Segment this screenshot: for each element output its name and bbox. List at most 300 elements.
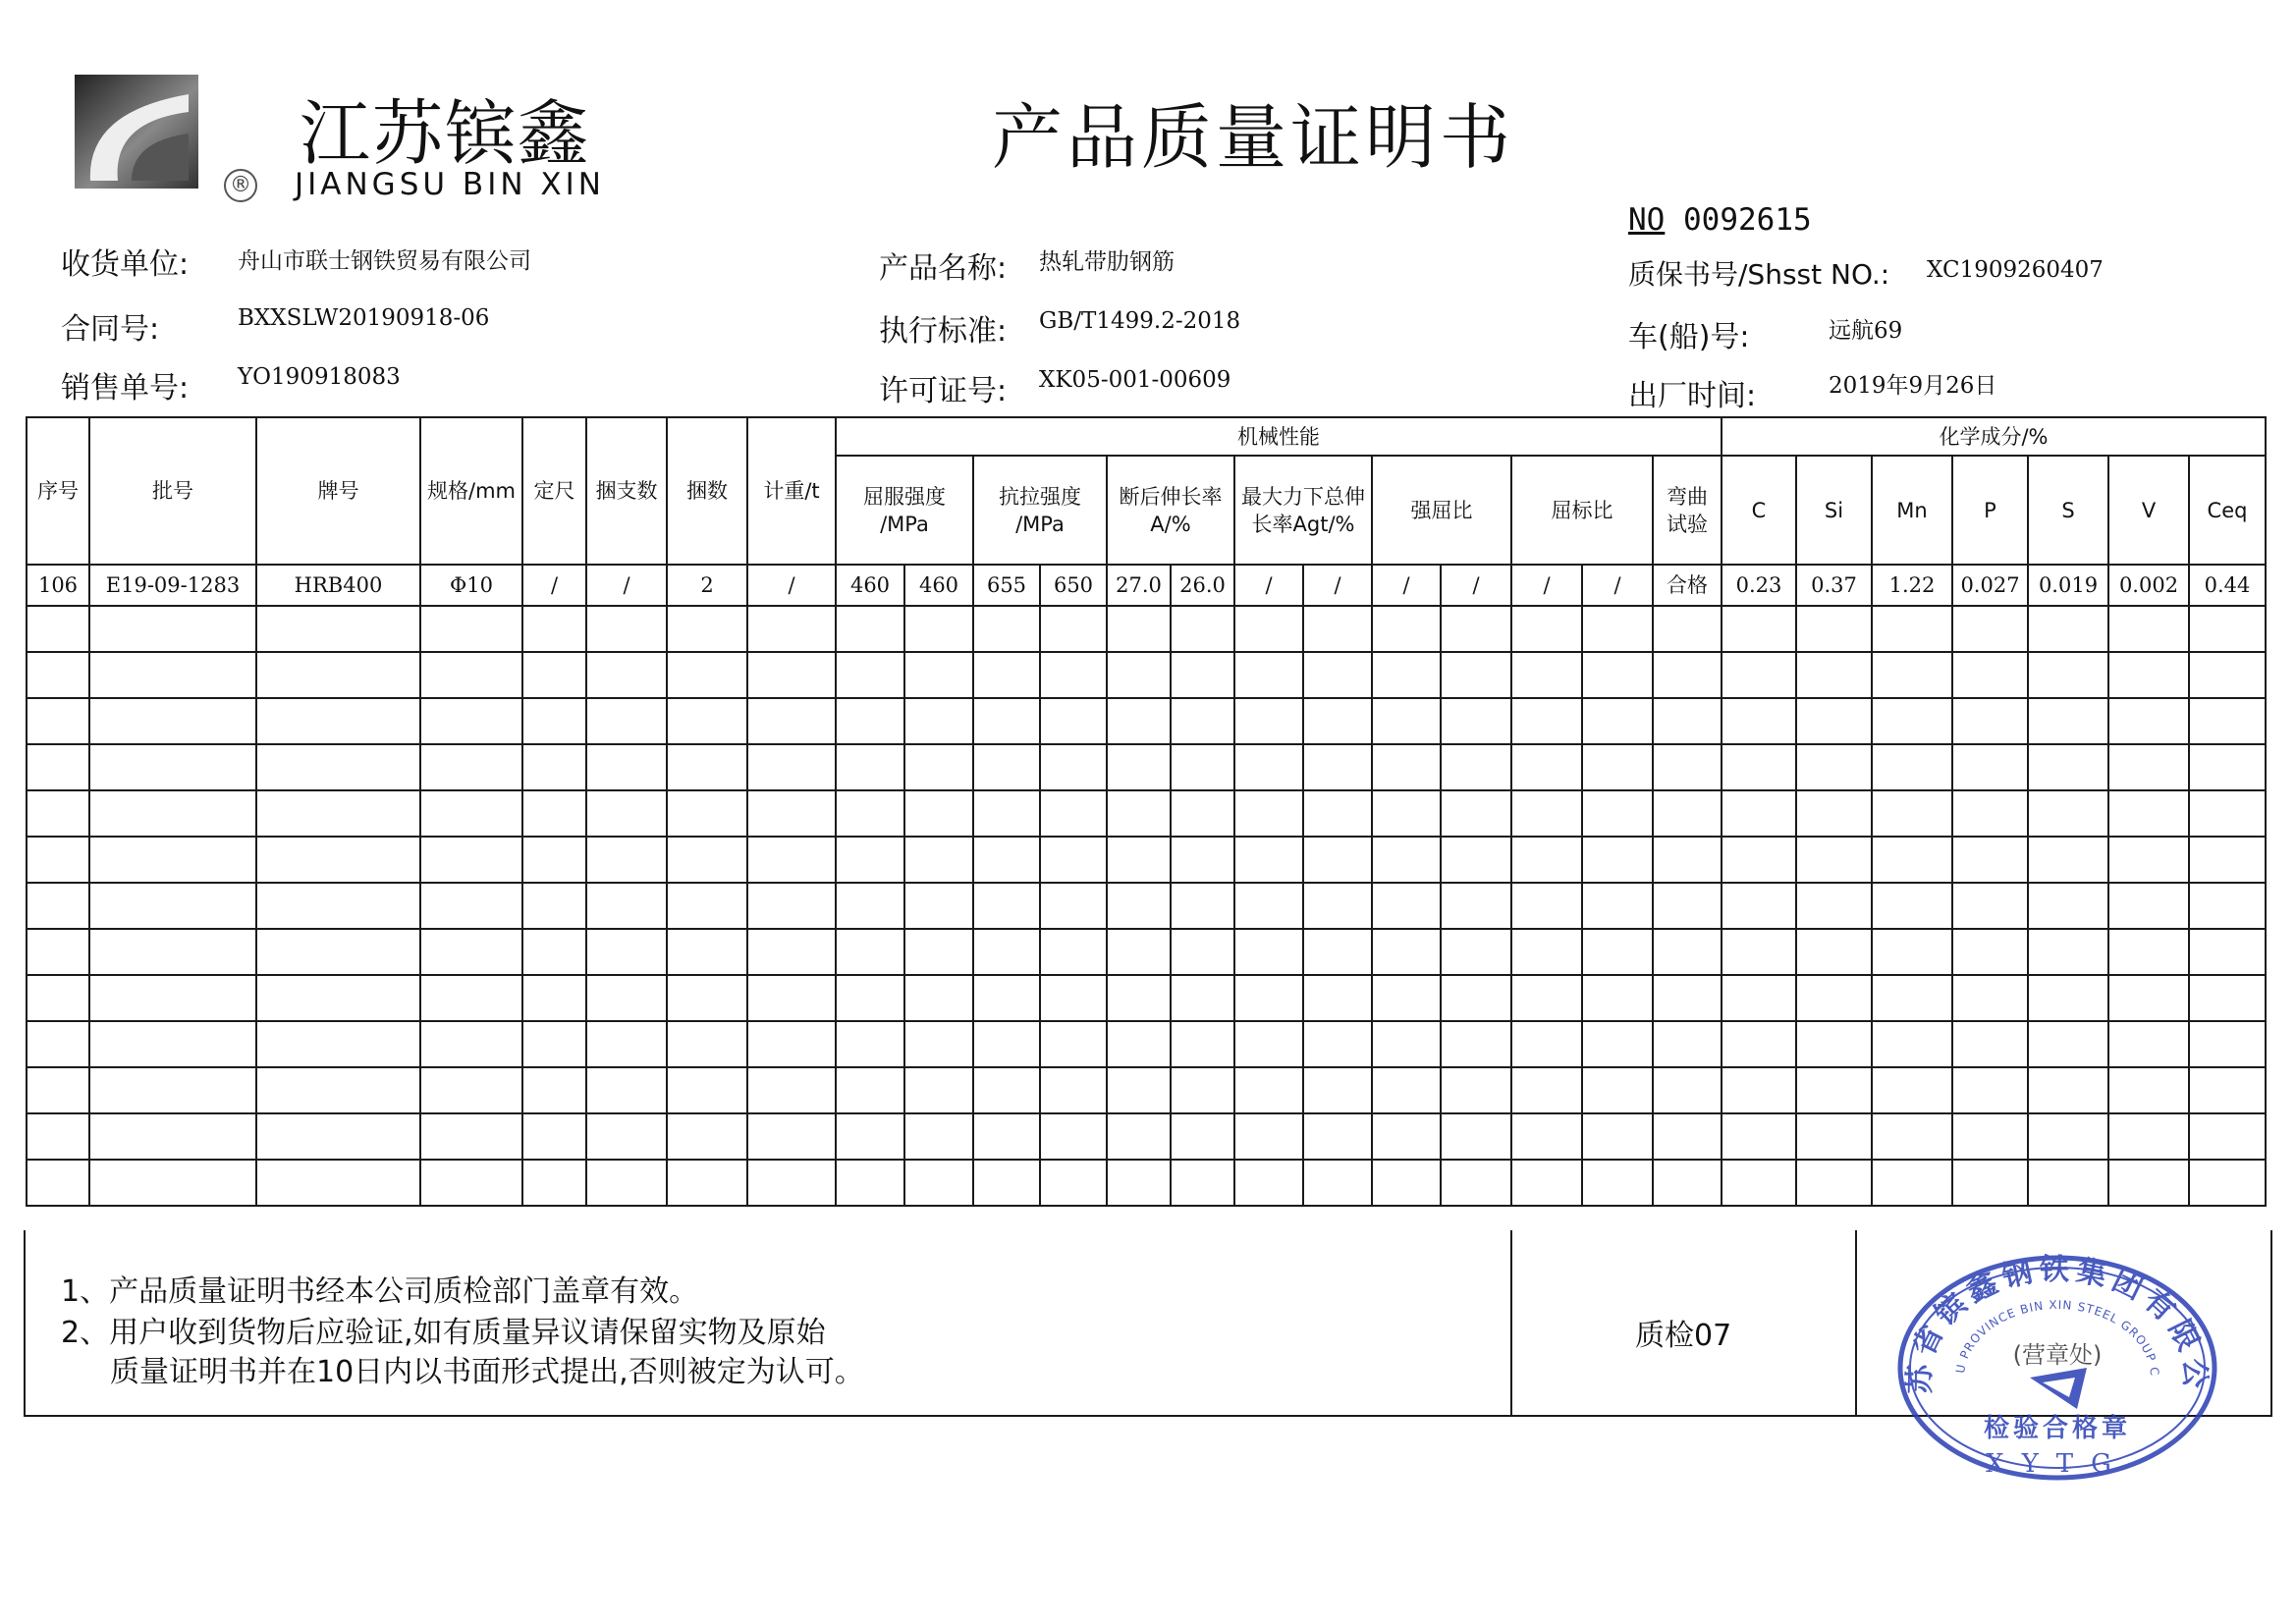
table-cell: 655 bbox=[973, 565, 1040, 606]
table-cell: 0.23 bbox=[1722, 565, 1796, 606]
table-cell bbox=[747, 975, 836, 1021]
table-cell: 460 bbox=[836, 565, 904, 606]
cert-no-prefix: NO bbox=[1628, 202, 1666, 238]
table-cell bbox=[2028, 975, 2108, 1021]
note-line-2: 2、用户收到货物后应验证,如有质量异议请保留实物及原始 bbox=[61, 1316, 826, 1350]
col-header-spec: 规格/mm bbox=[420, 417, 522, 565]
yield-line2: /MPa bbox=[880, 512, 929, 536]
table-cell bbox=[1511, 975, 1582, 1021]
table-cell bbox=[1511, 790, 1582, 837]
table-cell bbox=[2108, 1021, 2189, 1067]
table-row bbox=[27, 652, 2266, 698]
notes-divider-1 bbox=[1510, 1230, 1512, 1417]
col-header-tensile bbox=[973, 456, 1107, 565]
table-cell bbox=[1511, 744, 1582, 790]
table-cell bbox=[522, 929, 586, 975]
table-cell bbox=[1372, 1113, 1441, 1160]
table-cell bbox=[2108, 652, 2189, 698]
table-cell bbox=[667, 1113, 747, 1160]
table-cell bbox=[1653, 652, 1722, 698]
table-cell bbox=[1234, 837, 1303, 883]
table-cell bbox=[1171, 606, 1234, 652]
table-cell bbox=[1872, 1113, 1952, 1160]
table-cell bbox=[2189, 606, 2266, 652]
table-cell bbox=[1107, 975, 1171, 1021]
table-cell bbox=[2189, 929, 2266, 975]
table-cell bbox=[836, 929, 904, 975]
table-cell bbox=[973, 1160, 1040, 1206]
table-cell bbox=[586, 837, 667, 883]
tensile-line1: 抗拉强度 bbox=[999, 484, 1081, 509]
table-cell bbox=[667, 1021, 747, 1067]
table-row bbox=[27, 883, 2266, 929]
table-cell bbox=[1722, 790, 1796, 837]
table-cell bbox=[1441, 606, 1511, 652]
table-cell bbox=[1372, 883, 1441, 929]
table-cell bbox=[973, 1113, 1040, 1160]
table-cell bbox=[2108, 929, 2189, 975]
table-cell bbox=[1234, 790, 1303, 837]
table-cell bbox=[1952, 606, 2028, 652]
table-cell bbox=[27, 929, 89, 975]
table-cell bbox=[747, 744, 836, 790]
table-cell bbox=[1040, 975, 1107, 1021]
table-cell bbox=[1952, 975, 2028, 1021]
table-cell bbox=[1372, 606, 1441, 652]
table-row bbox=[27, 606, 2266, 652]
table-cell bbox=[1653, 975, 1722, 1021]
table-row bbox=[27, 1113, 2266, 1160]
table-cell bbox=[586, 1021, 667, 1067]
table-cell bbox=[1040, 1160, 1107, 1206]
table-cell bbox=[2028, 744, 2108, 790]
table-cell bbox=[1722, 1113, 1796, 1160]
table-cell bbox=[1107, 698, 1171, 744]
table-cell bbox=[747, 1113, 836, 1160]
table-cell: / bbox=[1582, 565, 1653, 606]
table-cell bbox=[2189, 1160, 2266, 1206]
table-cell bbox=[904, 606, 973, 652]
table-cell bbox=[256, 883, 420, 929]
table-row bbox=[27, 1160, 2266, 1206]
col-header-ceq: Ceq bbox=[2189, 456, 2266, 565]
table-cell bbox=[1372, 1067, 1441, 1113]
table-cell bbox=[89, 744, 256, 790]
seal-english-text: U PROVINCE BIN XIN STEEL GROUP C bbox=[1953, 1297, 2162, 1378]
note-line-3: 质量证明书并在10日内以书面形式提出,否则被定为认可。 bbox=[110, 1355, 864, 1389]
standard-label: 执行标准: bbox=[879, 314, 1008, 349]
table-cell bbox=[1372, 1021, 1441, 1067]
table-cell bbox=[2028, 1067, 2108, 1113]
table-cell bbox=[2028, 698, 2108, 744]
table-cell bbox=[1653, 1160, 1722, 1206]
table-cell bbox=[420, 652, 522, 698]
table-cell bbox=[836, 975, 904, 1021]
table-cell bbox=[1511, 1113, 1582, 1160]
table-cell bbox=[1234, 883, 1303, 929]
table-cell bbox=[586, 1113, 667, 1160]
table-cell bbox=[586, 652, 667, 698]
table-cell bbox=[1107, 837, 1171, 883]
table-cell bbox=[1372, 652, 1441, 698]
table-cell bbox=[27, 606, 89, 652]
table-cell bbox=[973, 698, 1040, 744]
table-cell: Φ10 bbox=[420, 565, 522, 606]
table-cell bbox=[586, 1067, 667, 1113]
table-cell bbox=[27, 975, 89, 1021]
table-cell bbox=[2189, 1113, 2266, 1160]
table-cell bbox=[1040, 883, 1107, 929]
table-cell bbox=[1303, 1021, 1372, 1067]
table-cell bbox=[836, 1067, 904, 1113]
table-cell bbox=[2028, 606, 2108, 652]
table-row bbox=[27, 790, 2266, 837]
table-cell bbox=[89, 1021, 256, 1067]
table-cell bbox=[904, 1021, 973, 1067]
table-cell bbox=[904, 1113, 973, 1160]
bend-line1: 弯曲 bbox=[1667, 484, 1708, 509]
table-cell bbox=[586, 929, 667, 975]
col-header-p: P bbox=[1952, 456, 2028, 565]
table-row bbox=[27, 744, 2266, 790]
table-cell bbox=[89, 652, 256, 698]
table-cell bbox=[420, 837, 522, 883]
table-cell bbox=[747, 1021, 836, 1067]
table-cell bbox=[1952, 652, 2028, 698]
col-header-grade: 牌号 bbox=[256, 417, 420, 565]
table-cell bbox=[1872, 652, 1952, 698]
table-cell: 27.0 bbox=[1107, 565, 1171, 606]
table-cell bbox=[256, 698, 420, 744]
table-cell bbox=[1303, 975, 1372, 1021]
table-cell bbox=[2028, 929, 2108, 975]
table-cell bbox=[1722, 1021, 1796, 1067]
table-cell bbox=[2028, 837, 2108, 883]
table-cell bbox=[1952, 1113, 2028, 1160]
table-cell bbox=[1872, 790, 1952, 837]
table-cell bbox=[1441, 1067, 1511, 1113]
table-cell bbox=[1303, 837, 1372, 883]
table-cell: HRB400 bbox=[256, 565, 420, 606]
certificate-number bbox=[1628, 202, 1812, 238]
table-cell bbox=[256, 744, 420, 790]
table-cell bbox=[2189, 975, 2266, 1021]
table-cell bbox=[1171, 883, 1234, 929]
table-cell bbox=[522, 975, 586, 1021]
table-cell bbox=[836, 883, 904, 929]
table-cell bbox=[1107, 744, 1171, 790]
col-header-bundle-pieces: 捆支数 bbox=[586, 417, 667, 565]
table-cell bbox=[1582, 1113, 1653, 1160]
table-row bbox=[27, 837, 2266, 883]
table-cell bbox=[1234, 698, 1303, 744]
table-cell bbox=[1171, 698, 1234, 744]
table-row bbox=[27, 929, 2266, 975]
table-cell bbox=[973, 975, 1040, 1021]
table-cell bbox=[89, 698, 256, 744]
yield-line1: 屈服强度 bbox=[863, 484, 946, 509]
table-cell bbox=[420, 1067, 522, 1113]
quality-table bbox=[26, 416, 2267, 1207]
table-cell: / bbox=[1511, 565, 1582, 606]
table-cell bbox=[1872, 698, 1952, 744]
table-cell bbox=[1511, 929, 1582, 975]
table-cell bbox=[1234, 606, 1303, 652]
table-cell bbox=[1372, 698, 1441, 744]
col-header-s: S bbox=[2028, 456, 2108, 565]
table-cell bbox=[1441, 790, 1511, 837]
table-cell bbox=[1040, 698, 1107, 744]
table-cell bbox=[1722, 1160, 1796, 1206]
table-cell bbox=[904, 975, 973, 1021]
sales-label: 销售单号: bbox=[61, 371, 190, 406]
table-cell bbox=[420, 606, 522, 652]
table-cell bbox=[836, 606, 904, 652]
table-cell bbox=[2108, 1113, 2189, 1160]
table-cell bbox=[522, 790, 586, 837]
table-cell bbox=[1796, 790, 1872, 837]
table-cell bbox=[89, 1160, 256, 1206]
inspector-code: 质检07 bbox=[1635, 1319, 1732, 1353]
table-cell bbox=[1653, 883, 1722, 929]
table-cell bbox=[1952, 1021, 2028, 1067]
table-cell bbox=[256, 606, 420, 652]
table-cell bbox=[256, 1021, 420, 1067]
table-cell bbox=[667, 790, 747, 837]
table-cell bbox=[1796, 1067, 1872, 1113]
table-cell bbox=[1040, 837, 1107, 883]
table-cell bbox=[667, 837, 747, 883]
table-cell bbox=[1952, 929, 2028, 975]
table-cell bbox=[1952, 744, 2028, 790]
table-cell bbox=[1796, 606, 1872, 652]
table-cell bbox=[1796, 883, 1872, 929]
table-cell bbox=[1653, 744, 1722, 790]
table-cell bbox=[973, 1021, 1040, 1067]
table-cell bbox=[89, 975, 256, 1021]
table-cell bbox=[1234, 1021, 1303, 1067]
table-cell bbox=[1872, 1021, 1952, 1067]
table-cell: 0.44 bbox=[2189, 565, 2266, 606]
table-cell bbox=[973, 652, 1040, 698]
table-cell bbox=[1653, 698, 1722, 744]
table-cell: 650 bbox=[1040, 565, 1107, 606]
table-cell bbox=[747, 652, 836, 698]
table-cell bbox=[27, 1021, 89, 1067]
date-value: 2019年9月26日 bbox=[1829, 373, 1997, 399]
table-cell bbox=[1372, 975, 1441, 1021]
table-body bbox=[27, 565, 2266, 1206]
shsst-value: XC1909260407 bbox=[1927, 257, 2104, 283]
table-cell bbox=[2028, 1113, 2108, 1160]
table-cell bbox=[522, 1160, 586, 1206]
col-header-yield bbox=[836, 456, 973, 565]
table-row bbox=[27, 975, 2266, 1021]
col-header-c: C bbox=[1722, 456, 1796, 565]
table-cell bbox=[1796, 837, 1872, 883]
table-cell bbox=[1653, 1067, 1722, 1113]
table-cell bbox=[1796, 652, 1872, 698]
table-cell bbox=[27, 652, 89, 698]
table-cell bbox=[973, 790, 1040, 837]
table-cell: 1.22 bbox=[1872, 565, 1952, 606]
table-cell bbox=[1303, 790, 1372, 837]
table-cell bbox=[1441, 1113, 1511, 1160]
table-cell bbox=[2189, 652, 2266, 698]
table-cell bbox=[420, 883, 522, 929]
table-cell bbox=[904, 698, 973, 744]
table-cell bbox=[420, 744, 522, 790]
table-cell: 0.002 bbox=[2108, 565, 2189, 606]
table-cell bbox=[904, 837, 973, 883]
table-cell bbox=[522, 698, 586, 744]
table-row bbox=[27, 698, 2266, 744]
sales-value: YO190918083 bbox=[238, 364, 401, 390]
table-cell bbox=[256, 1113, 420, 1160]
table-cell: / bbox=[586, 565, 667, 606]
table-row bbox=[27, 1021, 2266, 1067]
table-cell bbox=[256, 1067, 420, 1113]
table-cell bbox=[1040, 652, 1107, 698]
table-cell bbox=[1040, 1021, 1107, 1067]
table-cell bbox=[1511, 883, 1582, 929]
table-cell bbox=[1441, 975, 1511, 1021]
table-row bbox=[27, 565, 2266, 606]
table-cell bbox=[1582, 744, 1653, 790]
table-cell bbox=[1952, 790, 2028, 837]
table-cell bbox=[1441, 1021, 1511, 1067]
table-cell bbox=[2108, 744, 2189, 790]
table-cell: / bbox=[1303, 565, 1372, 606]
table-cell bbox=[586, 698, 667, 744]
table-row bbox=[27, 1067, 2266, 1113]
table-cell bbox=[522, 1067, 586, 1113]
vehicle-value: 远航69 bbox=[1829, 318, 1903, 344]
table-cell bbox=[1872, 929, 1952, 975]
table-cell bbox=[2108, 790, 2189, 837]
table-cell bbox=[1040, 1067, 1107, 1113]
table-cell bbox=[586, 975, 667, 1021]
table-cell bbox=[89, 883, 256, 929]
table-cell bbox=[89, 1067, 256, 1113]
table-cell bbox=[1796, 1113, 1872, 1160]
table-cell bbox=[1441, 652, 1511, 698]
table-cell bbox=[836, 1160, 904, 1206]
col-header-si: Si bbox=[1796, 456, 1872, 565]
table-cell bbox=[747, 790, 836, 837]
table-cell bbox=[667, 1067, 747, 1113]
group-header-chemical: 化学成分/% bbox=[1722, 417, 2266, 456]
elong-line2: A/% bbox=[1150, 512, 1191, 536]
table-cell bbox=[973, 837, 1040, 883]
table-cell: 106 bbox=[27, 565, 89, 606]
table-cell bbox=[1107, 1160, 1171, 1206]
table-cell bbox=[2028, 1160, 2108, 1206]
table-cell bbox=[1372, 929, 1441, 975]
table-cell: / bbox=[747, 565, 836, 606]
table-cell bbox=[1441, 837, 1511, 883]
col-header-strength-ratio: 强屈比 bbox=[1372, 456, 1511, 565]
table-cell bbox=[667, 883, 747, 929]
table-cell bbox=[1722, 837, 1796, 883]
table-cell bbox=[1582, 1067, 1653, 1113]
table-cell bbox=[1234, 744, 1303, 790]
date-label: 出厂时间: bbox=[1628, 379, 1757, 413]
table-cell bbox=[973, 929, 1040, 975]
table-cell: 0.027 bbox=[1952, 565, 2028, 606]
table-cell bbox=[89, 837, 256, 883]
table-cell: / bbox=[1234, 565, 1303, 606]
table-cell bbox=[1303, 1113, 1372, 1160]
table-cell bbox=[2108, 975, 2189, 1021]
bend-line2: 试验 bbox=[1667, 512, 1708, 536]
inspection-seal bbox=[1890, 1240, 2224, 1486]
table-cell bbox=[1107, 883, 1171, 929]
product-value: 热轧带肋钢筋 bbox=[1039, 249, 1175, 275]
table-cell bbox=[1582, 975, 1653, 1021]
table-cell bbox=[1171, 1067, 1234, 1113]
table-cell: 2 bbox=[667, 565, 747, 606]
table-cell bbox=[747, 1067, 836, 1113]
table-cell bbox=[973, 1067, 1040, 1113]
table-cell bbox=[2108, 837, 2189, 883]
table-cell bbox=[2189, 744, 2266, 790]
table-cell bbox=[2108, 883, 2189, 929]
table-cell bbox=[2108, 1160, 2189, 1206]
contract-value: BXXSLW20190918-06 bbox=[238, 305, 490, 331]
table-cell bbox=[256, 790, 420, 837]
table-cell bbox=[836, 1113, 904, 1160]
table-cell bbox=[1107, 1021, 1171, 1067]
table-cell bbox=[1107, 1067, 1171, 1113]
product-label: 产品名称: bbox=[879, 251, 1008, 286]
table-cell bbox=[2108, 1067, 2189, 1113]
table-cell: / bbox=[1441, 565, 1511, 606]
table-cell bbox=[1372, 744, 1441, 790]
company-logo bbox=[73, 73, 200, 190]
vehicle-label: 车(船)号: bbox=[1628, 320, 1750, 354]
table-cell bbox=[1234, 1113, 1303, 1160]
table-cell bbox=[667, 744, 747, 790]
table-cell bbox=[1372, 790, 1441, 837]
table-cell bbox=[1582, 790, 1653, 837]
table-cell bbox=[1303, 652, 1372, 698]
table-cell bbox=[1040, 929, 1107, 975]
table-cell bbox=[2028, 1021, 2108, 1067]
table-cell bbox=[1582, 929, 1653, 975]
table-cell bbox=[2028, 883, 2108, 929]
table-cell bbox=[1722, 744, 1796, 790]
table-cell bbox=[1722, 929, 1796, 975]
seal-code-text: XYTG bbox=[1986, 1449, 2129, 1479]
table-cell bbox=[522, 1113, 586, 1160]
table-cell bbox=[1441, 1160, 1511, 1206]
table-cell bbox=[1653, 790, 1722, 837]
col-header-bend-test bbox=[1653, 456, 1722, 565]
table-cell: 26.0 bbox=[1171, 565, 1234, 606]
table-cell bbox=[1040, 790, 1107, 837]
table-cell bbox=[420, 1021, 522, 1067]
table-cell bbox=[1653, 606, 1722, 652]
table-cell bbox=[27, 883, 89, 929]
table-cell bbox=[1303, 698, 1372, 744]
table-cell bbox=[1796, 1160, 1872, 1206]
table-cell bbox=[2189, 837, 2266, 883]
table-cell bbox=[1872, 744, 1952, 790]
table-cell bbox=[1872, 883, 1952, 929]
table-cell bbox=[836, 837, 904, 883]
table-cell bbox=[522, 1021, 586, 1067]
